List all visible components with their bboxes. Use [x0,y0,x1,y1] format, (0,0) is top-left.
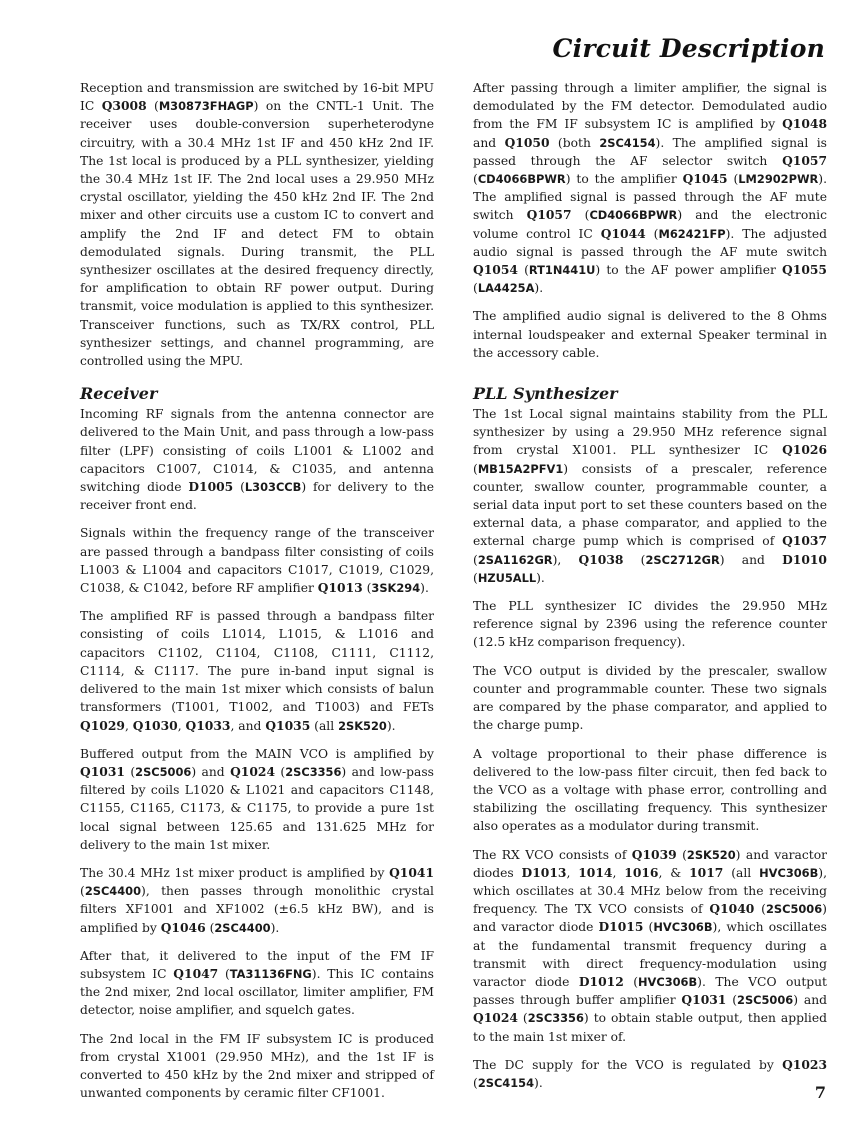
part-number: 2SC4154 [599,135,656,150]
component-ref: Q1031 [681,992,727,1008]
page-number: 7 [814,1083,826,1102]
receiver-paragraph [80,607,434,734]
component-ref: Q1055 [782,262,827,278]
text-run: ( [645,226,659,241]
text-run: ) and [191,764,231,779]
text-run: ) to the AF power amplifier [595,263,783,278]
text-run: , [612,865,625,880]
component-ref: D1013 [521,864,567,880]
text-run: The 2nd local in the FM IF subsystem IC is produced from crystal X1001 (29.950 MHz), and the 1st IF is converted to 450 kHz by the 2nd mixer and stripped of unwanted components by ceramic filter CF1001. [80,1031,434,1101]
text-run: After that, it delivered to the input of the FM IF subsystem IC [80,948,434,981]
text-run: ) and varactor diode [473,902,827,935]
text-run: ( [623,974,638,989]
component-ref: Q1037 [782,533,827,549]
part-number: 2SK520 [338,718,387,733]
text-run: The amplified audio signal is delivered to the 8 Ohms internal loudspeaker and external Speaker terminal in the accessory cable. [473,309,827,360]
text-run: ( [473,281,478,296]
component-ref: Q1054 [473,262,518,278]
text-run: ( [473,172,478,187]
component-ref: Q1039 [631,846,677,862]
text-run: (all [310,718,339,733]
text-run: ) and [793,993,827,1008]
text-run: (both [549,135,600,150]
part-number: 2SC3356 [527,1011,584,1026]
text-run: ), which oscillates at the fundamental transmit frequency during a transmit with direct frequency-modulation using varactor diode [473,920,827,989]
component-ref: Q1057 [782,152,827,168]
component-ref: Q1026 [782,442,827,458]
text-run: ) to obtain stable output, then applied to the main 1st mixer of. [473,1011,827,1044]
component-ref: Q1030 [132,717,178,733]
part-number: CD4066BPWR [477,172,566,187]
part-number: 2SC5006 [765,902,823,917]
text-run: ( [473,552,478,567]
audio-paragraph [473,307,827,362]
text-run: The 30.4 MHz 1st mixer product is amplified by [80,865,390,880]
text-run: ( [726,993,738,1008]
text-run: , & [658,865,690,880]
receiver-paragraph [80,947,434,1020]
text-run: ), then passes through monolithic crystal filters XF1001 and XF1002 (±6.5 kHz BW), and is amplified by [80,884,434,935]
text-run: ) and varactor diodes [473,847,827,880]
text-run: ( [643,920,654,935]
text-run: ). The adjusted audio signal is passed through the AF mute switch [473,226,827,259]
component-ref: 1014 [578,864,613,880]
text-run: ). [270,920,280,935]
text-run: ) consists of a prescaler, reference counter, swallow counter, programmable counter, a serial data input port to set these counters based on the external data, a phase comparator, and applied to the external charge pump which is comprised of [473,461,827,549]
audio-paragraph [473,79,827,297]
text-run: ( [233,480,245,495]
section-heading-receiver: Receiver [80,384,158,404]
part-number: 2SA1162GR [477,552,553,567]
text-run: ( [473,570,478,585]
part-number: TA31136FNG [229,966,312,981]
text-run: The VCO output is divided by the prescaler, swallow counter and programmable counter. These two signals are compared by the phase comparator, and applied to the charge pump. [473,663,827,733]
part-number: HVC306B [653,920,713,935]
component-ref: Q1057 [526,207,572,223]
text-run: ). [534,281,544,296]
component-ref: Q1024 [473,1010,518,1026]
part-number: M62421FP [658,226,726,241]
pll-paragraph [473,597,827,652]
page-title: Circuit Description [552,34,825,63]
part-number: HVC306B [759,865,819,880]
text-run: ). The VCO output passes through buffer amplifier [473,974,827,1008]
part-number: LM2902PWR [738,172,819,187]
text-run: ). [534,1075,543,1090]
part-number: LA4425A [477,281,535,296]
receiver-paragraph [80,524,434,597]
component-ref: D1005 [188,479,234,495]
text-run: ). The amplified signal is passed through the AF selector switch [473,135,827,168]
part-number: M30873FHAGP [158,99,254,114]
text-run: ). [536,570,545,585]
part-number: MB15A2PFV1 [477,461,564,476]
text-run: ( [571,208,590,223]
component-ref: Q1013 [317,580,363,596]
section-heading-pll: PLL Synthesizer [473,384,618,404]
part-number: 2SC4400 [214,920,271,935]
part-number: 3SK294 [371,581,421,596]
text-run: ). [386,718,396,733]
component-ref: Q1024 [230,763,275,779]
component-ref: D1010 [782,551,827,567]
text-run: ( [473,1075,478,1090]
text-run: ( [80,884,85,899]
pll-paragraph [473,405,827,587]
component-ref: Q1044 [600,225,646,241]
text-run: , [177,718,186,733]
component-ref: D1015 [598,919,644,935]
component-ref: Q3008 [101,98,147,114]
part-number: 2SC3356 [285,764,342,779]
text-run: The PLL synthesizer IC divides the 29.950 MHz reference signal by 2396 using the reference counter (12.5 kHz comparison frequency). [473,599,827,650]
text-run: ( [205,920,215,935]
text-run: Reception and transmission are switched by 16-bit MPU IC [80,81,434,114]
text-run: ( [754,902,766,917]
receiver-paragraph [80,1030,434,1103]
text-run: and [473,135,505,150]
component-ref: Q1046 [160,919,206,935]
text-run: ), which oscillates at 30.4 MHz below from the receiving frequency. The TX VCO consists of [473,865,827,917]
receiver-paragraph [80,745,434,854]
component-ref: Q1040 [709,901,755,917]
text-run: Signals within the frequency range of the transceiver are passed through a bandpass filter consisting of coils L1003 & L1004 and capacitors C1017, C1019, C1029, C1038, & C1042, before RF amplifier [80,526,434,596]
component-ref: Q1033 [185,717,231,733]
text-run: ( [146,99,159,114]
pll-paragraph [473,1056,827,1092]
text-run: ). This IC contains the 2nd mixer, 2nd local oscillator, limiter amplifier, FM detector, noise amplifier, and squelch gates. [80,966,434,1018]
text-run: , [124,718,133,733]
component-ref: Q1041 [389,864,434,880]
text-run: Incoming RF signals from the antenna connector are delivered to the Main Unit, and pass through a low-pass filter (LPF) consisting of coils L1001 & L1002 and capacitors C1007, C1014, & C1035, and antenna switching diode [80,407,434,495]
text-run: ) and the electronic volume control IC [473,208,827,241]
text-run: The 1st Local signal maintains stability from the PLL synthesizer by using a 29.950 MHz reference signal from crystal X1001. PLL synthesizer IC [473,407,827,458]
part-number: 2SK520 [686,847,736,862]
text-run: ) on the CNTL-1 Unit. The receiver uses double-conversion superheterodyne circuitry, with a 30.4 MHz 1st IF and 450 kHz 2nd IF. The 1st local is produced by a PLL synthesizer, yielding the 30.4 MHz 1st IF. The 2nd local uses a 29.950 MHz crystal oscillator, yielding the 450 kHz 2nd IF. The 2nd mixer and other circuits use a custom IC to convert and amplify the 2nd IF and detect FM to obtain demodulated signals. During transmit, the PLL synthesizer oscillates at the desired frequency directly, for amplification to obtain RF power output. During transmit, voice modulation is applied to this synthesizer. Transceiver functions, such as TX/RX control, PLL synthesizer settings, and channel programming, are controlled using the MPU. [80,99,434,369]
intro-paragraph [80,79,434,370]
component-ref: Q1047 [173,965,219,981]
text-run: A voltage proportional to their phase difference is delivered to the low-pass filter circuit, then fed back to the VCO as a voltage with phase error, controlling and stabilizing the oscillating frequency. This synthesizer also operates as a modulator during transmit. [473,746,827,834]
text-run: After passing through a limiter amplifier, the signal is demodulated by the FM detector. Demodulated audio from the FM IF subsystem IC is amplified by [473,81,827,132]
component-ref: Q1038 [578,551,624,567]
part-number: 2SC5006 [737,993,794,1008]
component-ref: Q1048 [782,116,827,132]
text-run: ) and low-pass filtered by coils L1020 & L1021 and capacitors C1148, C1155, C1165, C1173, & C1175, to provide a pure 1st local signal between 125.65 and 131.625 MHz for delivery to the main 1st mixer. [80,764,434,852]
part-number: CD4066BPWR [589,208,678,223]
part-number: 2SC4400 [84,884,142,899]
pll-paragraph [473,846,827,1046]
right-column [473,79,827,1102]
text-run: ) for delivery to the receiver front end. [80,480,434,513]
component-ref: Q1035 [265,717,311,733]
text-run: The DC supply for the VCO is regulated by [473,1057,783,1072]
text-run: ). The amplified signal is passed through the AF mute switch [473,172,827,223]
text-run: , [566,865,579,880]
component-ref: D1012 [578,973,624,989]
text-run: ( [124,764,136,779]
part-number: L303CCB [244,480,302,495]
text-run: ( [517,1011,528,1026]
text-run: ( [727,172,739,187]
component-ref: Q1023 [782,1056,827,1072]
pll-paragraph [473,745,827,836]
component-ref: 1017 [689,864,724,880]
left-column [80,79,434,1112]
text-run: Buffered output from the MAIN VCO is amplified by [80,746,434,761]
receiver-paragraph [80,405,434,514]
text-run: ) to the amplifier [565,172,683,187]
component-ref: 1016 [624,864,659,880]
text-run: ( [676,847,687,862]
text-run: (all [723,865,760,880]
text-run: ( [275,764,286,779]
part-number: HVC306B [638,974,698,989]
text-run: , and [230,718,266,733]
part-number: 2SC2712GR [645,552,720,567]
component-ref: Q1050 [504,134,550,150]
part-number: HZU5ALL [477,570,537,585]
text-run: ) and [719,552,783,567]
pll-paragraph [473,662,827,735]
component-ref: Q1045 [682,171,728,187]
component-ref: Q1029 [80,717,125,733]
text-run: ( [473,461,478,476]
receiver-paragraph [80,864,434,937]
text-run: ( [623,552,646,567]
text-run: ( [362,581,372,596]
text-run: ), [552,552,579,567]
text-run: The RX VCO consists of [473,847,632,862]
part-number: 2SC4154 [477,1075,535,1090]
part-number: RT1N441U [528,263,596,278]
text-run: ( [218,966,230,981]
component-ref: Q1031 [80,763,125,779]
text-run: ). [420,581,429,596]
text-run: The amplified RF is passed through a bandpass filter consisting of coils L1014, L1015, & L1016 and capacitors C1102, C1104, C1108, C1111, C1112, C1114, & C1117. The pure in-band input signal is delivered to the main 1st mixer which consists of balun transformers (T1001, T1002, and T1003) and FETs [80,609,434,715]
text-run: ( [517,263,529,278]
part-number: 2SC5006 [135,764,192,779]
